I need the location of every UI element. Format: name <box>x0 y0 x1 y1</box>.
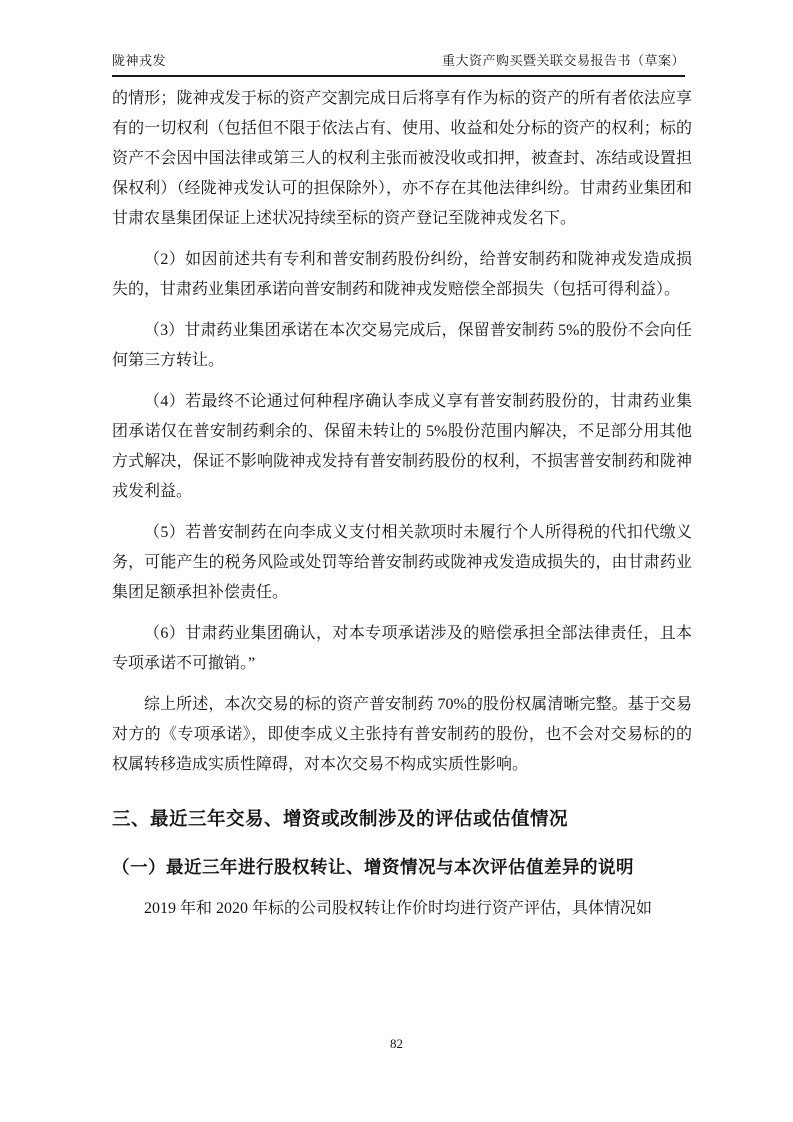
page-header <box>112 50 685 77</box>
subsection-heading: （一）最近三年进行股权转让、增资情况与本次评估值差异的说明 <box>112 857 634 877</box>
body-paragraph-summary: 综上所述，本次交易的标的资产普安制药 70%的股份权属清晰完整。基于交易对方的《专项承诺》，即使李成义主张持有普安制药的股份，也不会对交易标的的权属转移造成实质性障碍，对本次交易不构成实质性影响。 <box>112 696 692 773</box>
body-paragraph-item-4: （4）若最终不论通过何种程序确认李成义享有普安制药股份的，甘肃药业集团承诺仅在普安制药剩余的、保留未转让的 5%股份范围内解决，不足部分用其他方式解决，保证不影响陇神戎发持有普安制药股份的权利，不损害普安制药和陇神戎发利益。 <box>112 393 692 500</box>
header-short-title: 陇神戎发 <box>112 53 167 68</box>
body-paragraph-continuation: 的情形；陇神戎发于标的资产交割完成日后将享有作为标的资产的所有者依法应享有的一切权利（包括但不限于依法占有、使用、收益和处分标的资产的权利；标的资产不会因中国法律或第三人的权利主张而被没收或扣押，被查封、冻结或设置担保权利）（经陇神戎发认可的担保除外），亦不存在其他法律纠纷。甘肃药业集团和甘肃农垦集团保证上述状况持续至标的资产登记至陇神戎发名下。 <box>112 90 692 227</box>
body-paragraph-item-2: （2）如因前述共有专利和普安制药股份纠纷，给普安制药和陇神戎发造成损失的，甘肃药业集团承诺向普安制药和陇神戎发赔偿全部损失（包括可得利益）。 <box>112 251 692 298</box>
header-report-title: 重大资产购买暨关联交易报告书（草案） <box>441 53 685 68</box>
body-paragraph-item-6: （6）甘肃药业集团确认，对本专项承诺涉及的赔偿承担全部法律责任，且本专项承诺不可撤销。” <box>112 625 692 672</box>
body-paragraph-item-5: （5）若普安制药在向李成义支付相关款项时未履行个人所得税的代扣代缴义务，可能产生的税务风险或处罚等给普安制药或陇神戎发造成损失的，由甘肃药业集团足额承担补偿责任。 <box>112 524 692 601</box>
page-footer <box>0 1036 793 1052</box>
page-number: 82 <box>390 1036 403 1051</box>
section-heading: 三、最近三年交易、增资或改制涉及的评估或估值情况 <box>112 808 569 829</box>
body-paragraph-item-3: （3）甘肃药业集团承诺在本次交易完成后，保留普安制药 5%的股份不会向任何第三方转让。 <box>112 322 692 369</box>
document-body <box>112 84 692 935</box>
body-paragraph-after-heading: 2019 年和 2020 年标的公司股权转让作价时均进行资产评估，具体情况如 <box>144 900 653 917</box>
